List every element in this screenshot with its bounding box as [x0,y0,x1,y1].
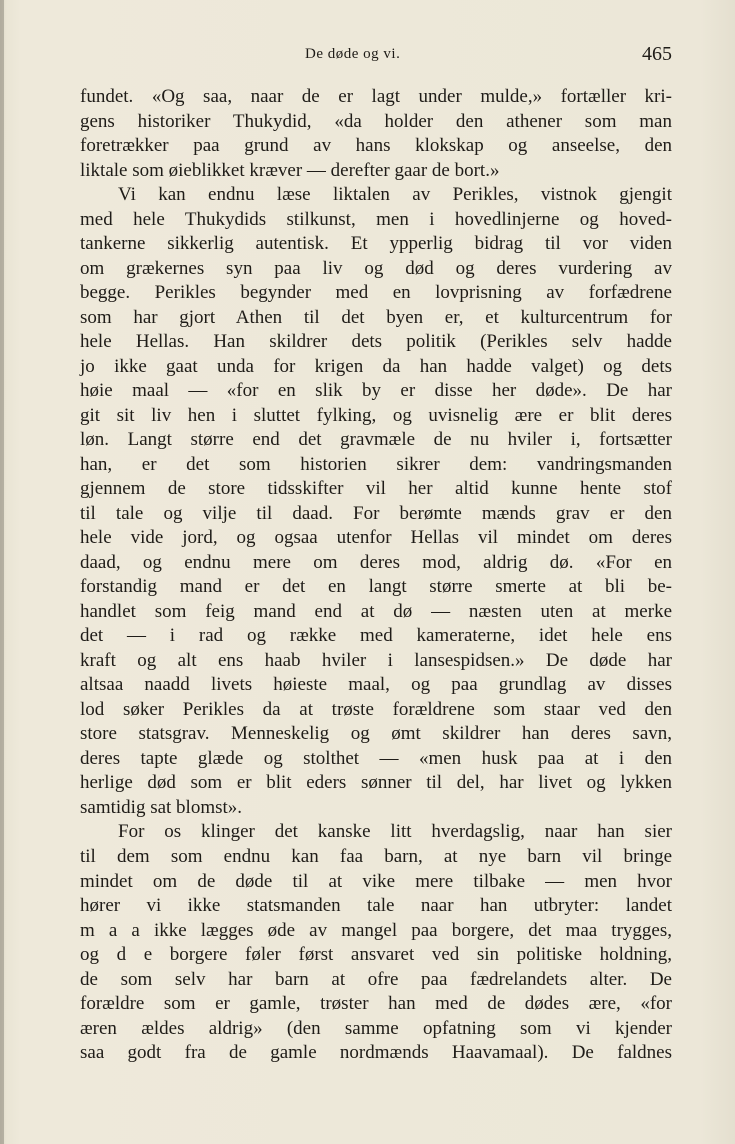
text-line: m a a ikke lægges øde av mangel paa borgere, det maa trygges, [80,919,672,941]
text-line: til tale og vilje til daad. For berømte mænds grav er den [80,502,672,524]
text-line: handlet som feig mand end at dø — næsten uten at merke [80,600,672,622]
text-line: samtidig sat blomst». [80,796,243,818]
text-line: saa godt fra de gamle nordmænds Haavamaal). De faldnes [80,1042,672,1064]
page-header [80,44,672,70]
text-line: begge. Perikles begynder med en lovprisning av forfædrene [80,282,672,304]
text-line: det — i rad og række med kameraterne, idet hele ens [80,625,672,647]
text-line: med hele Thukydids stilkunst, men i hovedlinjerne og hoved- [80,208,672,230]
text-line: gjennem de store tidsskifter vil her altid kunne hente stof [80,478,672,500]
text-line: hele Hellas. Han skildrer dets politik (Perikles selv hadde [80,331,672,353]
text-line: herlige død som er blit eders sønner til del, har livet og lykken [80,772,672,794]
text-line: foretrækker paa grund av hans klokskap og anseelse, den [80,135,672,157]
text-line: de som selv har barn at ofre paa fædrelandets alter. De [80,968,672,990]
text-line: mindet om de døde til at vike mere tilbake — men hvor [80,870,672,892]
text-line: han, er det som historien sikrer dem: vandringsmanden [80,453,672,475]
text-line: hele vide jord, og ogsaa utenfor Hellas vil mindet om deres [80,527,672,549]
text-line: og d e borgere føler først ansvaret ved sin politiske holdning, [80,944,672,966]
text-line: Vi kan endnu læse liktalen av Perikles, vistnok gjengit [118,184,672,206]
text-line: som har gjort Athen til det byen er, et kulturcentrum for [80,306,672,328]
text-line: tankerne sikkerlig autentisk. Et ypperlig bidrag til vor viden [80,233,672,255]
text-line: løn. Langt større end det gravmæle de nu hviler i, fortsætter [80,429,672,451]
text-line: æren ældes aldrig» (den samme opfatning som vi kjender [80,1017,672,1039]
text-line: liktale som øieblikket kræver — derefter gaar de bort.» [80,159,500,181]
text-line: lod søker Perikles da at trøste forældrene som staar ved den [80,698,672,720]
text-line: jo ikke gaat unda for krigen da han hadde valget) og dets [80,355,672,377]
text-line: daad, og endnu mere om deres mod, aldrig dø. «For en [80,551,672,573]
page-binding-edge [0,0,4,1144]
body-text [80,85,672,1066]
text-line: gens historiker Thukydid, «da holder den athener som man [80,110,672,132]
page-number: 465 [642,43,672,65]
text-line: store statsgrav. Menneskelig og ømt skildrer han deres savn, [80,723,672,745]
text-line: høie maal — «for en slik by er disse her døde». De har [80,380,672,402]
text-line: fundet. «Og saa, naar de er lagt under mulde,» fortæller kri- [80,86,672,107]
text-line: forældre som er gamle, trøster han med de dødes ære, «for [80,993,672,1015]
text-line: til dem som endnu kan faa barn, at nye barn vil bringe [80,845,672,867]
text-line: deres tapte glæde og stolthet — «men husk paa at i den [80,747,672,769]
text-line: forstandig mand er det en langt større smerte at bli be- [80,576,672,598]
text-line: altsaa naadd livets høieste maal, og paa grundlag av disses [80,674,672,696]
text-line: kraft og alt ens haab hviler i lansespidsen.» De døde har [80,649,672,671]
text-line: git sit liv hen i sluttet fylking, og uvisnelig ære er blit deres [80,404,672,426]
text-line: om grækernes syn paa liv og død og deres vurdering av [80,257,672,279]
running-title: De døde og vi. [305,46,401,62]
text-line: hører vi ikke statsmanden tale naar han utbryter: landet [80,895,672,917]
text-line: For os klinger det kanske litt hverdagslig, naar han sier [118,821,672,843]
